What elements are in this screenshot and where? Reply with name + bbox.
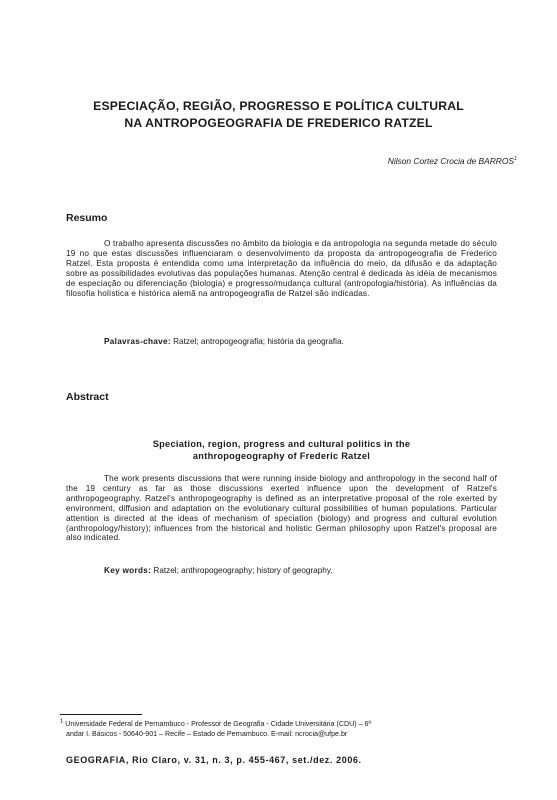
footnote-line-2: andar I. Básicos - 50640-901 – Recife – Estado de Pernambuco. E-mail: ncrocia@ufpe.br <box>66 729 348 738</box>
author-line <box>388 156 517 166</box>
abstract-keywords-text: Ratzel; anthropogeography; history of geography. <box>153 566 333 575</box>
abstract-body: The work presents discussions that were running inside biology and anthropology in the second half of the 19 century as far as those discussions exerted influence upon the development of Ratzel's anthropogeography. Ratzel's anthropogeography is defined as an interpretative proposal of the role exerted by environment, diffusion and adaptation on the evolutionary cultural possibilities of human populations. Particular attention is directed at the ideas of mechanism of speciation (biology) and progress and cultural evolution (anthropology/history); influences from the historical and holistic German philosophy upon Ratzel's proposal are also indicated. <box>66 474 497 543</box>
footnote-line-1-text: Universidade Federal de Pernambuco - Professor de Geografia - Cidade Universitária (CDU) – 6º <box>65 720 372 729</box>
footnote-mark: 1 <box>60 719 64 725</box>
abstract-keywords <box>104 566 333 575</box>
abstract-subtitle <box>66 438 497 462</box>
abstract-subtitle-line-2: anthropogeography of Frederic Ratzel <box>192 451 371 461</box>
author-footnote-mark: 1 <box>513 156 517 163</box>
abstract-subtitle-line-1: Speciation, region, progress and cultural politics in the <box>152 439 411 449</box>
footnote-line-1 <box>60 720 371 728</box>
resumo-body: O trabalho apresenta discussões no âmbito da biologia e da antropologia na segunda metade do século 19 no que estas discussões influenciaram o desenvolvimento da proposta da antropogeografia de Frederico Ratzel. Esta proposta é entendida como uma interpretação da influência do meio, da difusão e da adaptação sobre as possibilidades evolutivas das populações humanas. Atenção central é dedicada às idéia de mecanismos de especiação ou diferenciação (biologia) e progresso/mudança cultural (antropologia/história). As influências da filosofia holística e histórica alemã na antropogeografia de Ratzel são indicadas. <box>66 239 497 298</box>
author-name: Nilson Cortez Crocia de BARROS <box>387 156 514 166</box>
title-line-2: NA ANTROPOGEOGRAFIA DE FREDERICO RATZEL <box>124 116 433 130</box>
resumo-keywords-label: Palavras-chave: <box>104 337 171 346</box>
resumo-keywords <box>104 337 344 346</box>
footnote-divider <box>60 714 142 715</box>
abstract-heading: Abstract <box>66 391 109 403</box>
footnote <box>60 718 500 739</box>
journal-citation: GEOGRAFIA, Rio Claro, v. 31, n. 3, p. 455-467, set./dez. 2006. <box>66 755 362 765</box>
resumo-keywords-text: Ratzel; antropogeografia; história da geografia. <box>173 337 344 346</box>
paper-title <box>60 98 497 132</box>
resumo-heading: Resumo <box>66 212 108 224</box>
abstract-keywords-label: Key words: <box>104 566 152 575</box>
title-line-1: ESPECIAÇÃO, REGIÃO, PROGRESSO E POLÍTICA CULTURAL <box>93 99 464 113</box>
